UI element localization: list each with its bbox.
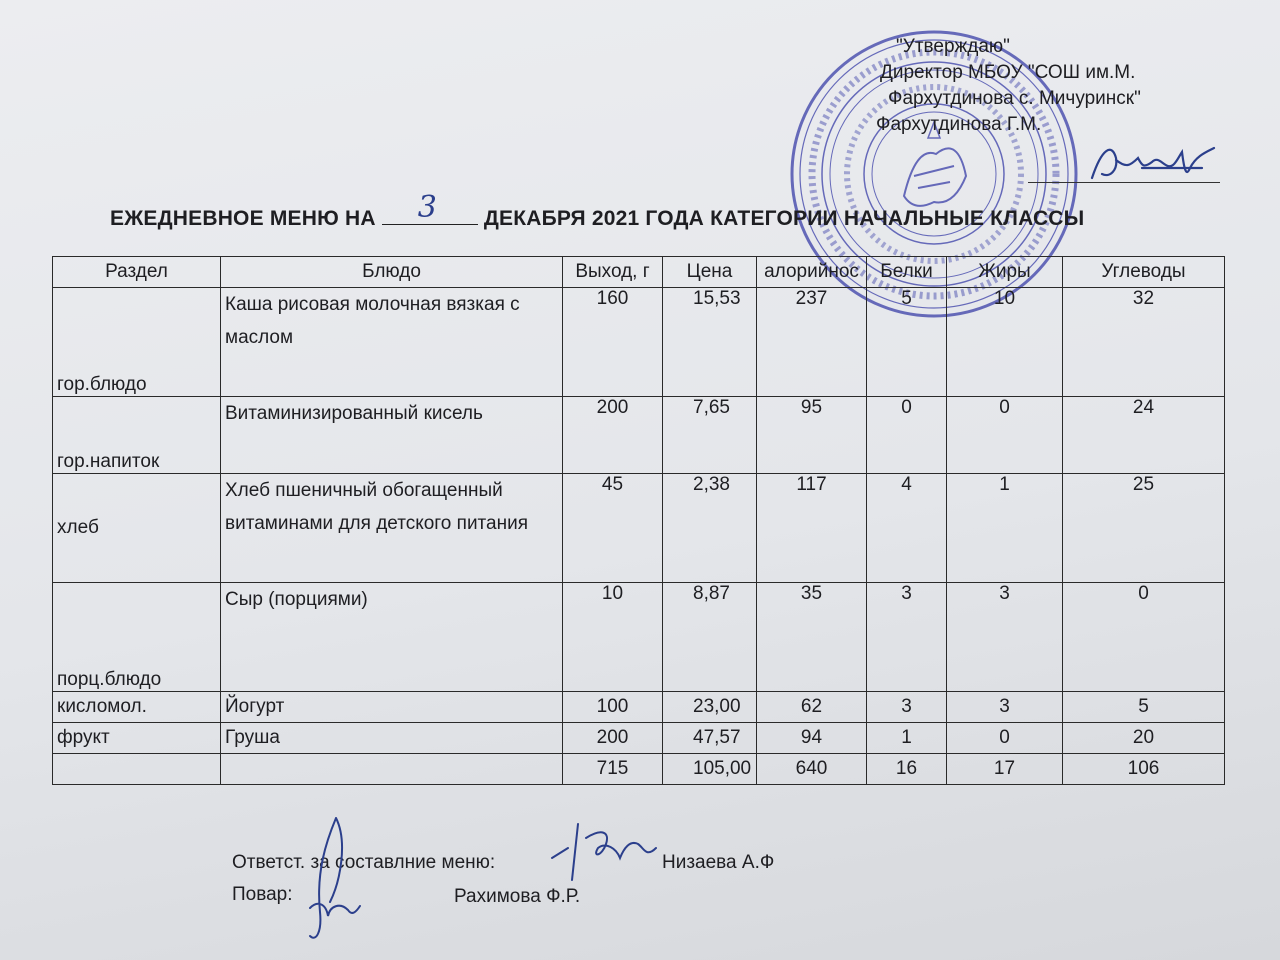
menu-table <box>52 256 1225 785</box>
cell-yield: 100 <box>563 692 663 723</box>
approval-block <box>876 34 1141 138</box>
cell-protein: 3 <box>867 583 947 692</box>
cell-section: порц.блюдо <box>53 583 221 692</box>
table-row <box>53 692 1225 723</box>
cell-protein: 4 <box>867 474 947 583</box>
cell-fat: 10 <box>947 288 1063 397</box>
document-title <box>110 190 1085 231</box>
cell-dish: Каша рисовая молочная вязкая с маслом <box>221 288 563 397</box>
header-protein: Белки <box>867 257 947 288</box>
table-row <box>53 474 1225 583</box>
header-fat: Жиры <box>947 257 1063 288</box>
total-calories: 640 <box>757 754 867 785</box>
cell-price: 7,65 <box>663 397 757 474</box>
cell-price: 23,00 <box>663 692 757 723</box>
cell-dish: Груша <box>221 723 563 754</box>
total-protein: 16 <box>867 754 947 785</box>
director-signature <box>1082 138 1222 188</box>
day-field <box>382 190 478 225</box>
cell-yield: 160 <box>563 288 663 397</box>
cell-section: хлеб <box>53 474 221 583</box>
cell-yield: 45 <box>563 474 663 583</box>
cell-fat: 1 <box>947 474 1063 583</box>
responsible-signature <box>546 818 666 888</box>
cell-calories: 95 <box>757 397 867 474</box>
cell-calories: 35 <box>757 583 867 692</box>
header-price: Цена <box>663 257 757 288</box>
cell-section: фрукт <box>53 723 221 754</box>
cell-dish: Сыр (порциями) <box>221 583 563 692</box>
total-price: 105,00 <box>663 754 757 785</box>
cell-carbs: 0 <box>1063 583 1225 692</box>
handwritten-day: 3 <box>417 190 438 225</box>
cell-protein: 0 <box>867 397 947 474</box>
table-row <box>53 288 1225 397</box>
header-dish: Блюдо <box>221 257 563 288</box>
cook-name: Рахимова Ф.Р. <box>454 886 581 907</box>
cell-carbs: 24 <box>1063 397 1225 474</box>
approval-line-4: Фархутдинова Г.М. <box>876 114 1042 135</box>
cell-yield: 10 <box>563 583 663 692</box>
cell-section: кисломол. <box>53 692 221 723</box>
cell-carbs: 5 <box>1063 692 1225 723</box>
cell-yield: 200 <box>563 723 663 754</box>
table-total-row <box>53 754 1225 785</box>
cell-price: 47,57 <box>663 723 757 754</box>
header-carbs: Углеводы <box>1063 257 1225 288</box>
cell-dish <box>221 754 563 785</box>
cell-section: гор.блюдо <box>53 288 221 397</box>
table-row <box>53 723 1225 754</box>
cell-fat: 3 <box>947 583 1063 692</box>
total-carbs: 106 <box>1063 754 1225 785</box>
title-suffix: ДЕКАБРЯ 2021 ГОДА КАТЕГОРИИ НАЧАЛЬНЫЕ КЛАССЫ <box>483 207 1085 230</box>
cell-calories: 62 <box>757 692 867 723</box>
approval-line-1: "Утверждаю" <box>896 36 1010 57</box>
cell-dish: Витаминизированный кисель <box>221 397 563 474</box>
cell-carbs: 20 <box>1063 723 1225 754</box>
cell-calories: 237 <box>757 288 867 397</box>
cell-price: 2,38 <box>663 474 757 583</box>
cell-price: 8,87 <box>663 583 757 692</box>
cell-protein: 5 <box>867 288 947 397</box>
cell-section <box>53 754 221 785</box>
table-row <box>53 397 1225 474</box>
approval-line-3: Фархутдинова с. Мичуринск" <box>888 88 1141 109</box>
total-fat: 17 <box>947 754 1063 785</box>
table-row <box>53 583 1225 692</box>
cell-dish: Хлеб пшеничный обогащенный витаминами для детского питания <box>221 474 563 583</box>
approval-line-2: Директор МБОУ "СОШ им.М. <box>880 62 1136 83</box>
cell-section: гор.напиток <box>53 397 221 474</box>
cell-calories: 94 <box>757 723 867 754</box>
cook-signature <box>296 812 376 952</box>
cell-price: 15,53 <box>663 288 757 397</box>
cell-dish: Йогурт <box>221 692 563 723</box>
header-yield: Выход, г <box>563 257 663 288</box>
header-calories: алорийнос <box>757 257 867 288</box>
cell-protein: 3 <box>867 692 947 723</box>
table-header-row <box>53 257 1225 288</box>
cell-protein: 1 <box>867 723 947 754</box>
cell-carbs: 25 <box>1063 474 1225 583</box>
header-section: Раздел <box>53 257 221 288</box>
cook-label: Повар: <box>232 884 293 905</box>
total-yield: 715 <box>563 754 663 785</box>
responsible-label: Ответст. за составлние меню: <box>232 852 496 873</box>
cell-fat: 3 <box>947 692 1063 723</box>
cell-fat: 0 <box>947 397 1063 474</box>
cell-fat: 0 <box>947 723 1063 754</box>
cell-carbs: 32 <box>1063 288 1225 397</box>
responsible-name: Низаева А.Ф <box>662 852 775 873</box>
title-prefix: ЕЖЕДНЕВНОЕ МЕНЮ НА <box>110 207 376 230</box>
cell-yield: 200 <box>563 397 663 474</box>
cell-calories: 117 <box>757 474 867 583</box>
